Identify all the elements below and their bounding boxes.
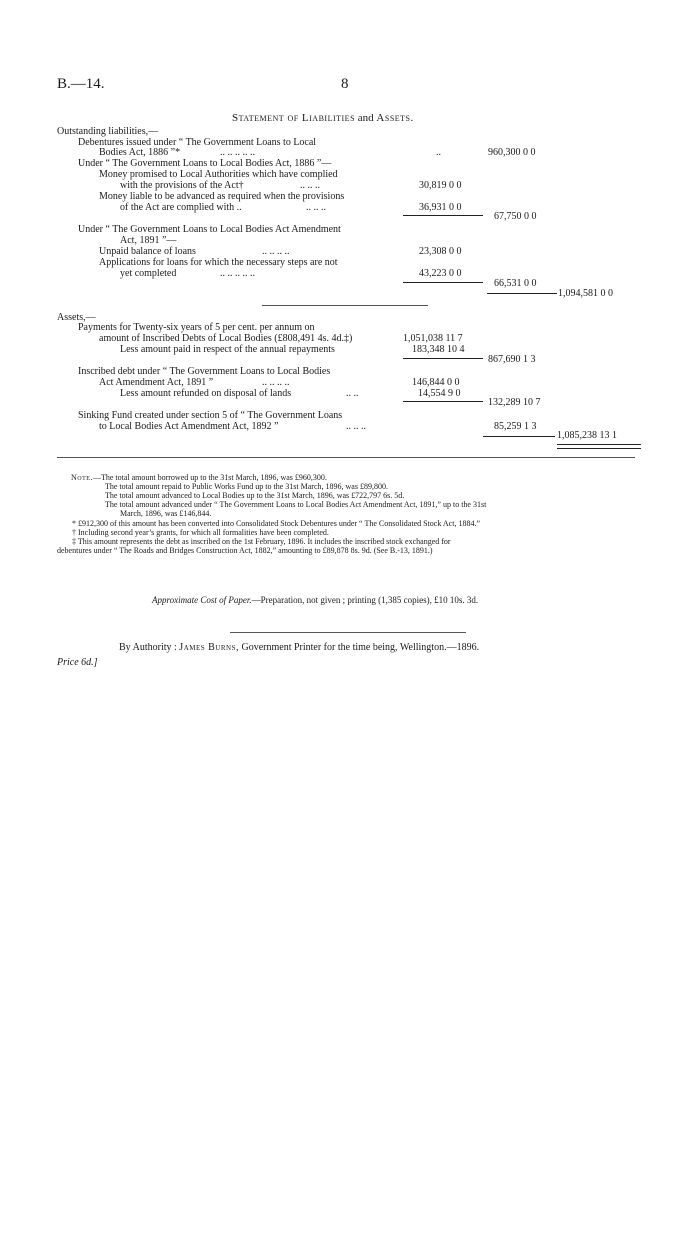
rule bbox=[403, 215, 483, 216]
printer-name: James Burns, bbox=[179, 642, 239, 653]
footnote-double-dagger: ‡ This amount represents the debt as inscribed on the 1st February, 1896. It includes the inscribed stock exchanged for bbox=[72, 537, 451, 546]
title-and: and bbox=[357, 112, 374, 124]
inscribed-dots: .. .. .. .. bbox=[262, 377, 290, 388]
unpaid-balance-label: Unpaid balance of loans bbox=[99, 246, 196, 257]
refund-dots: .. .. bbox=[346, 388, 359, 399]
rule bbox=[403, 358, 483, 359]
act-1891-line2: Act, 1891 ”— bbox=[120, 235, 177, 246]
by-authority: By Authority : bbox=[119, 642, 177, 653]
debentures-leader-dots: .. .. .. .. .. bbox=[220, 147, 255, 158]
payments-value: 1,051,038 11 7 bbox=[403, 333, 463, 344]
unpaid-balance-dots: .. .. .. .. bbox=[262, 246, 290, 257]
act-1886-heading: Under “ The Government Loans to Local Bodies Act, 1886 ”— bbox=[78, 158, 332, 169]
note-label: Note. bbox=[71, 473, 93, 482]
net-inscribed: 132,289 10 7 bbox=[488, 397, 541, 408]
note-line-3: The total amount advanced to Local Bodies up to the 31st March, 1896, was £722,797 6s. 5d. bbox=[105, 491, 405, 500]
sinking-fund-value: 85,259 1 3 bbox=[494, 421, 537, 432]
total-liabilities: 1,094,581 0 0 bbox=[558, 288, 613, 299]
debentures-value: 960,300 0 0 bbox=[488, 147, 536, 158]
inscribed-line1: Inscribed debt under “ The Government Loans to Local Bodies bbox=[78, 366, 331, 377]
footnote-continuation: debentures under “ The Roads and Bridges Construction Act, 1882,” amounting to £89,878 8s. 9d. (See B.-13, 1891.) bbox=[57, 546, 433, 555]
debentures-line1: Debentures issued under “ The Government Loans to Local bbox=[78, 137, 317, 148]
cost-text: —Preparation, not given ; printing (1,385 copies), £10 10s. 3d. bbox=[251, 595, 479, 605]
section-divider bbox=[57, 457, 635, 458]
inscribed-value: 146,844 0 0 bbox=[412, 377, 460, 388]
rule bbox=[483, 436, 555, 437]
printer-rest: Government Printer for the time being, Wellington.—1896. bbox=[241, 642, 480, 653]
unpaid-balance-value: 23,308 0 0 bbox=[419, 246, 462, 257]
debentures-line2: Bodies Act, 1886 ”* bbox=[99, 147, 181, 158]
subtotal-1886: 67,750 0 0 bbox=[494, 211, 537, 222]
note-line-5: March, 1896, was £146,844. bbox=[120, 509, 212, 518]
payments-line2: amount of Inscribed Debts of Local Bodies (£808,491 4s. 4d.‡) bbox=[99, 333, 353, 344]
cost-label: Approximate Cost of Paper. bbox=[152, 595, 252, 605]
money-liable-dots: .. .. .. bbox=[306, 202, 326, 213]
debentures-leader-dots-2: .. bbox=[436, 147, 441, 158]
refund-label: Less amount refunded on disposal of lands bbox=[120, 388, 292, 399]
note-line-2: The total amount repaid to Public Works Fund up to the 31st March, 1896, was £89,800. bbox=[105, 482, 388, 491]
act-1891-line1: Under “ The Government Loans to Local Bodies Act Amendment bbox=[78, 224, 341, 235]
footnote-dagger: † Including second year’s grants, for which all formalities have been completed. bbox=[72, 528, 329, 537]
assets-heading: Assets,— bbox=[57, 312, 96, 323]
applications-line1: Applications for loans for which the necessary steps are not bbox=[99, 257, 338, 268]
applications-value: 43,223 0 0 bbox=[419, 268, 462, 279]
sinking-fund-line1: Sinking Fund created under section 5 of “ The Government Loans bbox=[78, 410, 343, 421]
sinking-fund-dots: .. .. .. bbox=[346, 421, 366, 432]
statement-title bbox=[232, 112, 414, 124]
money-liable-line1: Money liable to be advanced as required when the provisions bbox=[99, 191, 345, 202]
rule bbox=[403, 401, 483, 402]
page-number: 8 bbox=[341, 76, 349, 92]
applications-line2: yet completed bbox=[120, 268, 177, 279]
note-line-4: The total amount advanced under “ The Government Loans to Local Bodies Act Amendment Act, 1891,” up to the 31st bbox=[105, 500, 487, 509]
sinking-fund-line2: to Local Bodies Act Amendment Act, 1892 ” bbox=[99, 421, 279, 432]
money-liable-line2: of the Act are complied with .. bbox=[120, 202, 242, 213]
title-part1: Statement of Liabilities bbox=[232, 112, 356, 124]
title-part2: Assets. bbox=[376, 112, 414, 124]
money-promised-value: 30,819 0 0 bbox=[419, 180, 462, 191]
inscribed-line2: Act Amendment Act, 1891 ” bbox=[99, 377, 214, 388]
double-rule bbox=[557, 444, 641, 449]
payments-line1: Payments for Twenty-six years of 5 per cent. per annum on bbox=[78, 322, 315, 333]
cost-of-paper bbox=[152, 595, 478, 605]
liabilities-heading: Outstanding liabilities,— bbox=[57, 126, 159, 137]
rule bbox=[403, 282, 483, 283]
total-assets: 1,085,238 13 1 bbox=[557, 430, 617, 441]
document-code: B.—14. bbox=[57, 76, 105, 92]
note-line-1 bbox=[71, 473, 327, 482]
applications-dots: .. .. .. .. .. bbox=[220, 268, 255, 279]
subtotal-1891: 66,531 0 0 bbox=[494, 278, 537, 289]
money-promised-dots: .. .. .. bbox=[300, 180, 320, 191]
imprint-line bbox=[119, 642, 479, 653]
section-divider bbox=[262, 305, 428, 306]
footnote-asterisk: * £912,300 of this amount has been converted into Consolidated Stock Debentures under “ The Consolidated Stock Act, 1884.” bbox=[72, 519, 480, 528]
refund-value: 14,554 9 0 bbox=[418, 388, 461, 399]
less-repayments-label: Less amount paid in respect of the annual repayments bbox=[120, 344, 335, 355]
imprint-rule bbox=[230, 632, 466, 633]
rule bbox=[487, 293, 557, 294]
money-liable-value: 36,931 0 0 bbox=[419, 202, 462, 213]
note-text-1: —The total amount borrowed up to the 31st March, 1896, was £960,300. bbox=[92, 473, 327, 482]
price: Price 6d.] bbox=[57, 657, 98, 668]
money-promised-line1: Money promised to Local Authorities which have complied bbox=[99, 169, 338, 180]
net-payments: 867,690 1 3 bbox=[488, 354, 536, 365]
less-repayments-value: 183,348 10 4 bbox=[412, 344, 465, 355]
money-promised-line2: with the provisions of the Act† bbox=[120, 180, 244, 191]
